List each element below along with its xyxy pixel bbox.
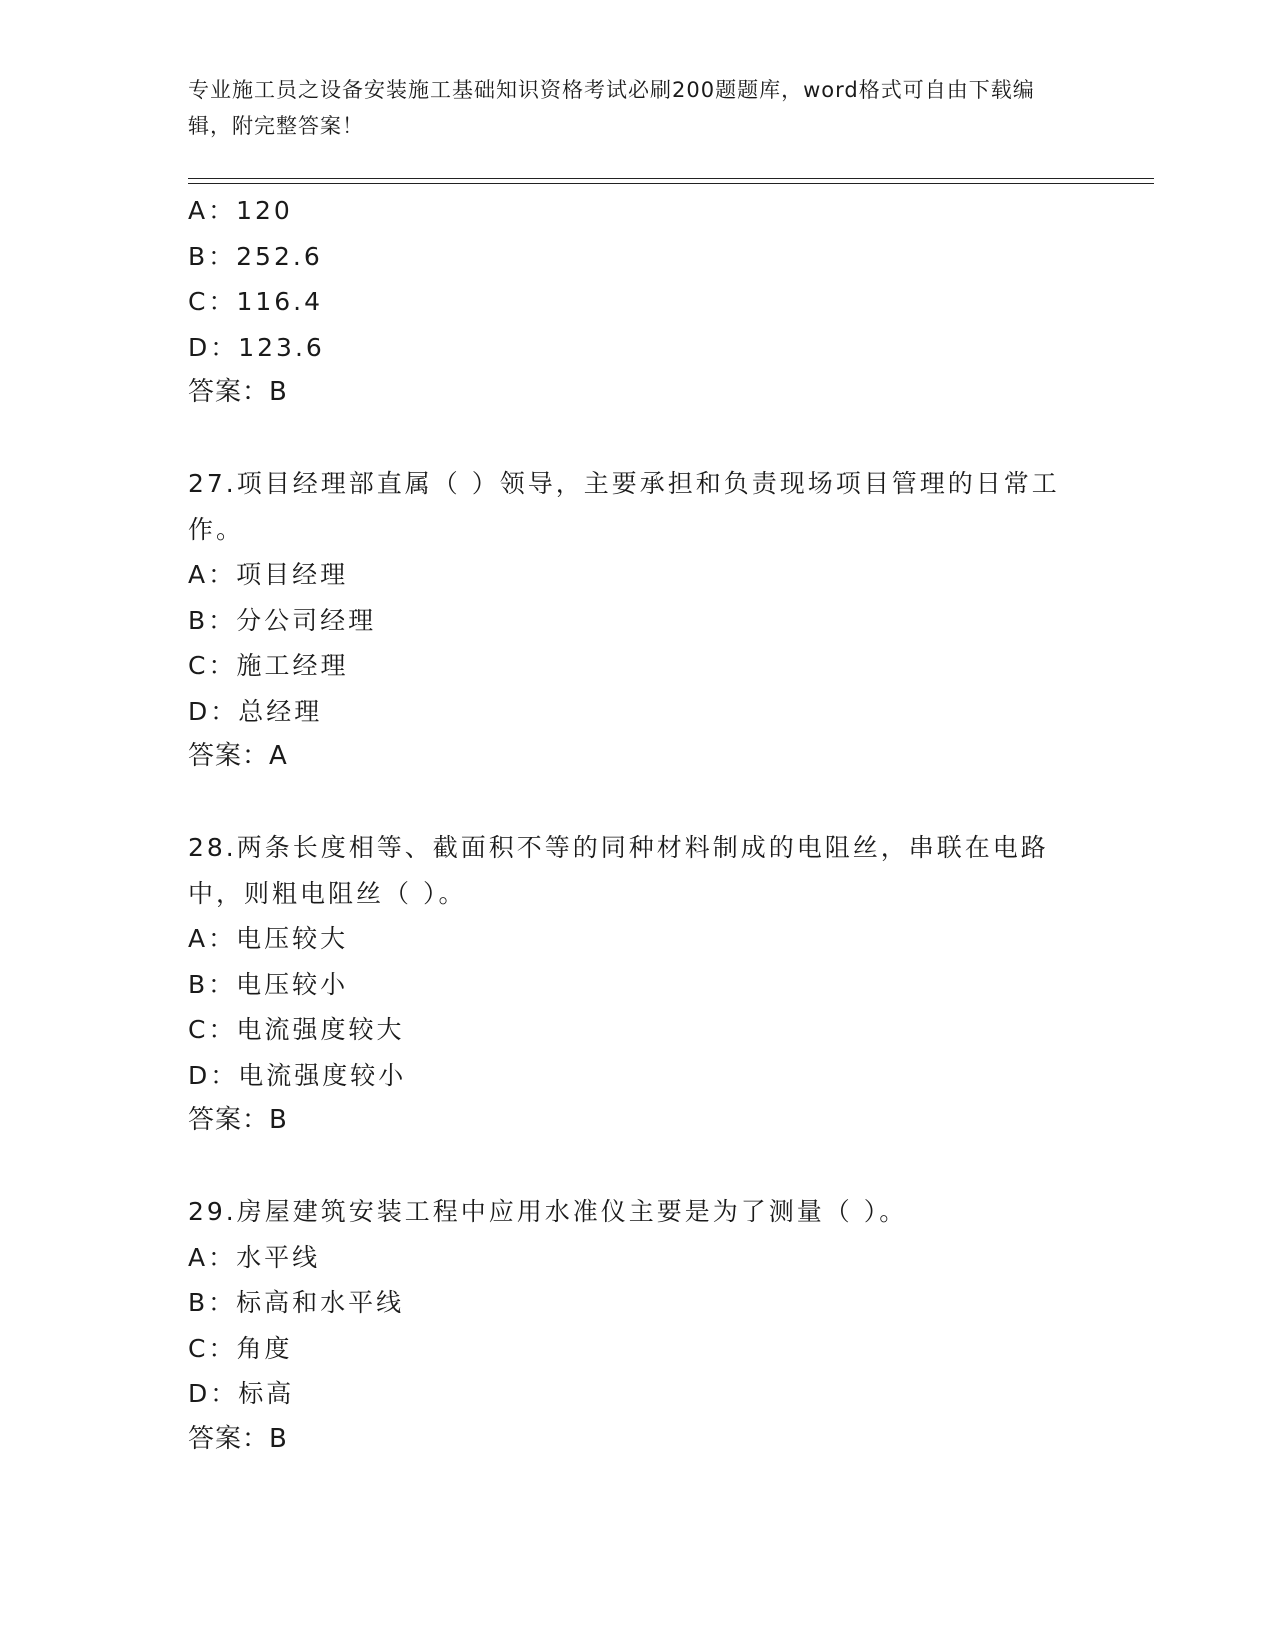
question-29 <box>188 1189 1068 1462</box>
option-d: D：123.6 <box>188 332 325 362</box>
option-c: C：116.4 <box>188 287 324 316</box>
option-a: A：水平线 <box>188 1242 321 1272</box>
option-c: C：角度 <box>188 1333 293 1363</box>
document-body <box>188 188 1068 1462</box>
option-d: D：标高 <box>188 1379 295 1408</box>
option-a: A：电压较大 <box>188 924 349 953</box>
answer-line: 答案：B <box>188 1423 288 1454</box>
answer-line: 答案：B <box>188 377 288 407</box>
question-stem: 28.两条长度相等、截面积不等的同种材料制成的电阻丝，串联在电路中，则粗电阻丝（ ）。 <box>188 833 1049 908</box>
option-d: D：电流强度较小 <box>188 1060 407 1090</box>
question-stem: 29.房屋建筑安装工程中应用水准仪主要是为了测量（ ）。 <box>188 1197 908 1226</box>
question-27 <box>188 461 1068 780</box>
question-28 <box>188 825 1068 1144</box>
option-a: A：120 <box>188 196 293 225</box>
option-c: C：电流强度较大 <box>188 1015 405 1044</box>
document-header: 专业施工员之设备安装施工基础知识资格考试必刷200题题库，word格式可自由下载编辑，附完整答案！ <box>188 78 1035 138</box>
option-b: B：252.6 <box>188 241 323 271</box>
document-page <box>188 0 1148 1650</box>
header-rule-top <box>188 178 1154 179</box>
option-b: B：分公司经理 <box>188 605 377 635</box>
header-rule-bottom <box>188 183 1154 184</box>
option-b: B：标高和水平线 <box>188 1288 405 1317</box>
option-c: C：施工经理 <box>188 651 349 680</box>
option-b: B：电压较小 <box>188 969 349 999</box>
answer-line: 答案：A <box>188 741 288 771</box>
option-d: D：总经理 <box>188 696 323 726</box>
option-a: A：项目经理 <box>188 560 349 589</box>
question-continued <box>188 188 1068 416</box>
question-stem: 27.项目经理部直属（ ）领导，主要承担和负责现场项目管理的日常工作。 <box>188 469 1060 544</box>
answer-line: 答案：B <box>188 1105 288 1135</box>
